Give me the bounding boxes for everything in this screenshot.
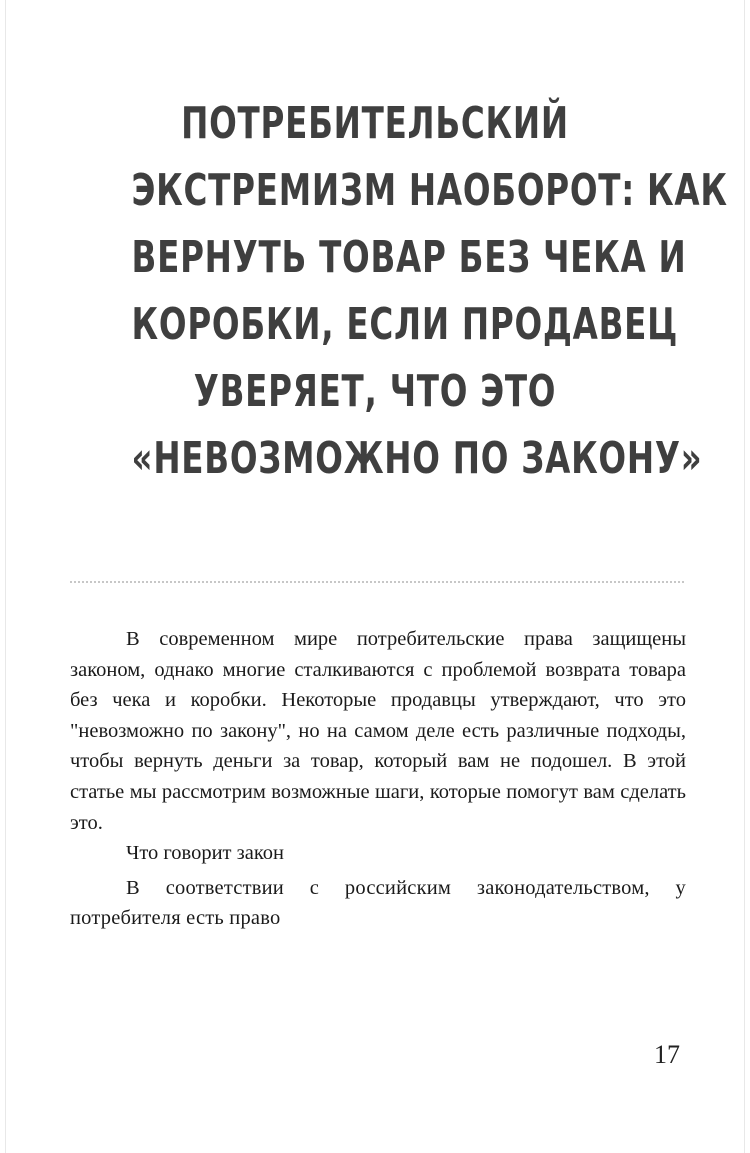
title-line: ЭКСТРЕМИЗМ НАОБОРОТ: КАК (131, 165, 728, 216)
title-line: «НЕВОЗМОЖНО ПО ЗАКОНУ» (131, 433, 703, 484)
paragraph-intro: В современном мире потребительские права защищены законом, однако многие сталкиваются с проблемой возврата товара без чека и коробки. Некоторые продавцы утверждают, что это "невозможно по закону", но на самом деле есть различные подходы, чтобы вернуть деньги за товар, который вам не подошел. В этой статье мы рассмотрим возможные шаги, которые помогут вам сделать это. (70, 628, 686, 834)
book-page (6, 0, 744, 1153)
dotted-divider (70, 581, 684, 583)
title-line: КОРОБКИ, ЕСЛИ ПРОДАВЕЦ (131, 299, 679, 350)
title-line: ВЕРНУТЬ ТОВАР БЕЗ ЧЕКА И (131, 232, 687, 283)
title-line: ПОТРЕБИТЕЛЬСКИЙ (181, 98, 569, 149)
section-heading: Что говорит закон (126, 842, 284, 865)
article-body (70, 624, 686, 934)
paragraph-law: В соответствии с российским законодательством, у потребителя есть право (70, 876, 686, 930)
page-number: 17 (654, 1040, 680, 1069)
chapter-title (131, 90, 728, 492)
title-line: УВЕРЯЕТ, ЧТО ЭТО (193, 366, 557, 417)
